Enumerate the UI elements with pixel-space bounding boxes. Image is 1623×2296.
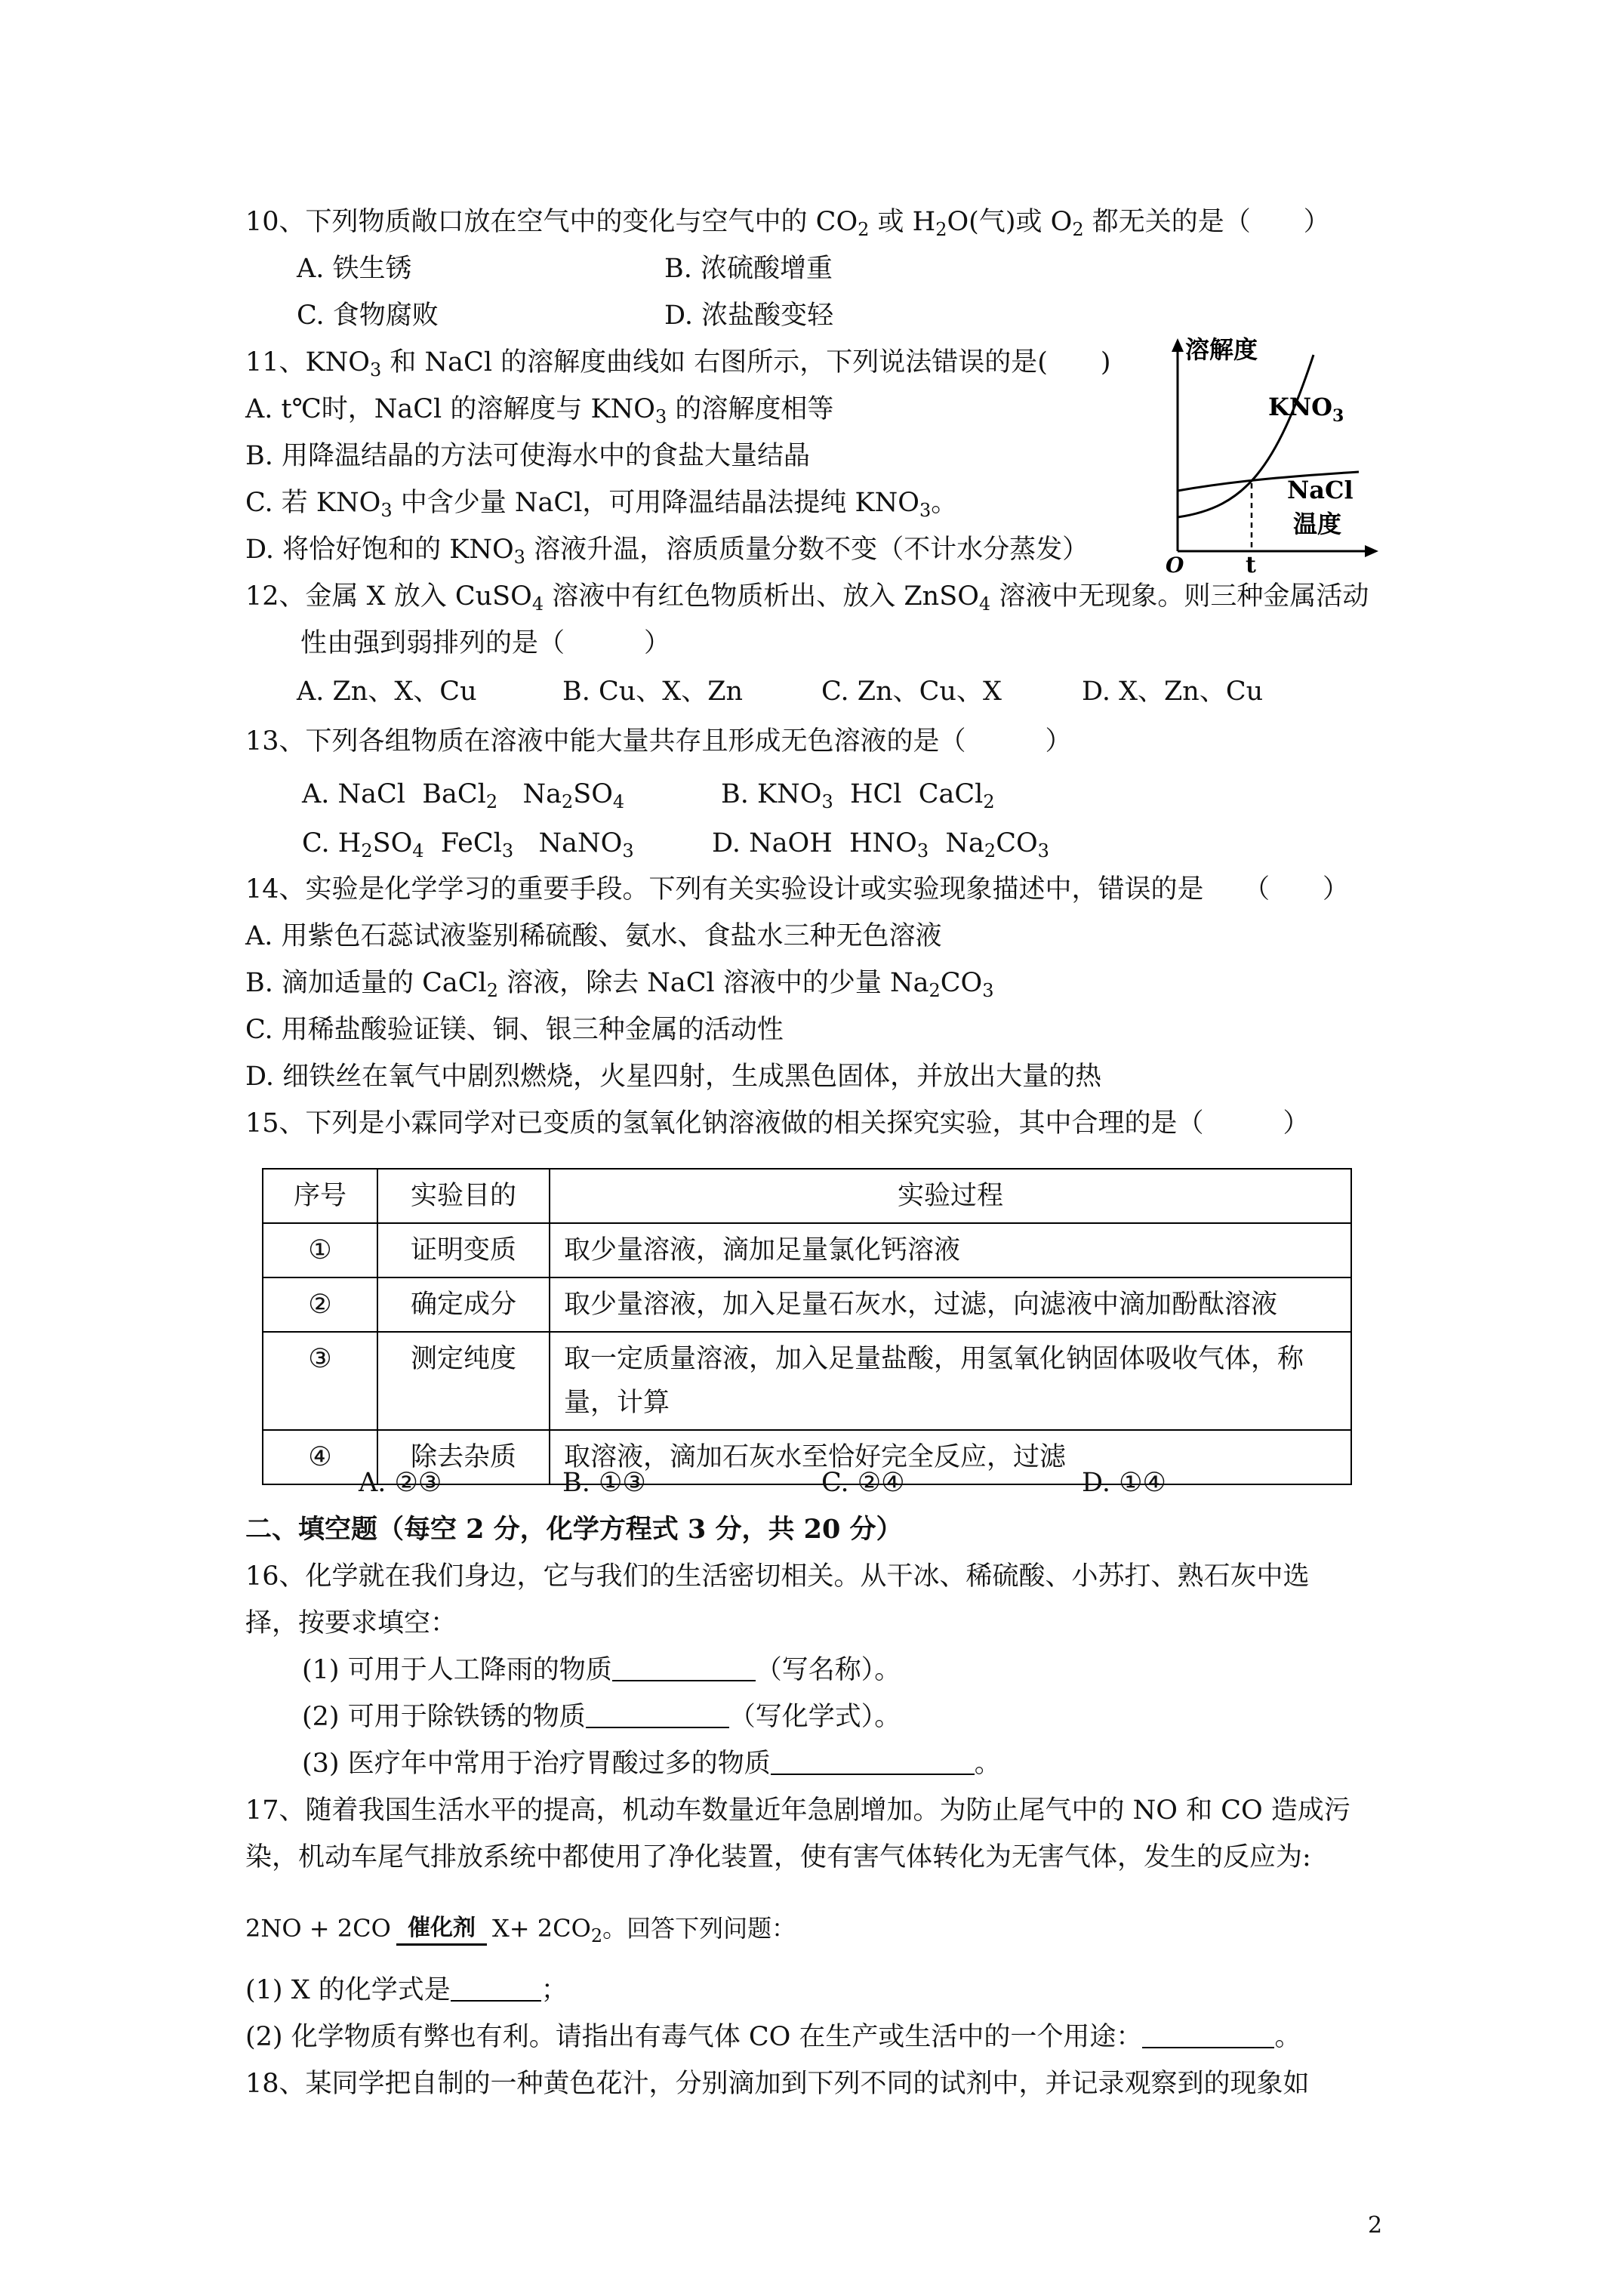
q16-part-text: （写名称）。 [755, 1655, 901, 1685]
kno3-label-text: KNO [1268, 393, 1332, 421]
subscript: 3 [380, 500, 393, 521]
answer-blank[interactable] [771, 1748, 975, 1775]
t-tick-label: t [1246, 552, 1256, 574]
q17-part-text: (1) X 的化学式是 [245, 1975, 451, 2005]
q10-option-b: B. 浓硫酸增重 [664, 254, 833, 284]
y-axis-arrow [1172, 338, 1184, 352]
q10-option-d: D. 浓盐酸变轻 [664, 300, 834, 331]
answer-blank[interactable] [451, 1974, 541, 2002]
q11-option-c-text: C. 若 KNO [245, 488, 381, 518]
q13-option-b [721, 778, 995, 811]
subscript: 3 [370, 359, 382, 381]
q11-option-a-text: 的溶解度相等 [667, 394, 834, 424]
table-header-cell: 实验目的 [377, 1169, 550, 1223]
q13-option-text: C. H [302, 828, 362, 858]
q14-stem: 14、实验是化学学习的重要手段。下列有关实验设计或实验现象描述中，错误的是 （ ） [245, 874, 1350, 905]
q17-equation-right [492, 1912, 796, 1945]
answer-blank[interactable] [1142, 2021, 1274, 2048]
q13-stem: 13、下列各组物质在溶液中能大量共存且形成无色溶液的是（ ） [245, 726, 1072, 757]
q17-part-1 [245, 1974, 568, 2007]
q10-option-c: C. 食物腐败 [297, 300, 439, 331]
subscript: 3 [919, 500, 932, 521]
q17-equation-text: 。回答下列问题： [602, 1914, 796, 1943]
q10-stem-text: O(气)或 O [947, 207, 1073, 237]
q16-part-1 [302, 1653, 901, 1687]
q12-stem-text: 溶液中有红色物质析出、放入 ZnSO [544, 581, 979, 612]
q15-option-c: C. ②④ [821, 1468, 905, 1498]
q17-part-text: ； [540, 1975, 568, 2005]
q10-stem [245, 205, 1330, 239]
q12-option-a: A. Zn、X、Cu [297, 676, 477, 707]
q14-option-b-text: CO [940, 968, 983, 998]
q15-stem: 15、下列是小霖同学对已变质的氢氧化钠溶液做的相关探究实验，其中合理的是（ ） [245, 1108, 1310, 1139]
q14-option-b-text: B. 滴加适量的 CaCl [245, 968, 487, 998]
table-cell: 取少量溶液，加入足量石灰水，过滤，向滤液中滴加酚酞溶液 [550, 1277, 1351, 1332]
q17-equation-text: X+ 2CO [492, 1914, 591, 1943]
q10-stem-text: 10、下列物质敞口放在空气中的变化与空气中的 CO [245, 207, 858, 237]
q13-option-c [302, 827, 634, 860]
q16-stem-line1: 16、化学就在我们身边，它与我们的生活密切相关。从干冰、稀硫酸、小苏打、熟石灰中选 [245, 1561, 1310, 1592]
table-cell: 取少量溶液，滴加足量氯化钙溶液 [550, 1223, 1351, 1277]
q12-stem-line2: 性由强到弱排列的是（ ） [300, 628, 671, 658]
q12-stem [245, 580, 1369, 613]
y-axis-label: 溶解度 [1185, 335, 1258, 364]
subscript: 4 [412, 840, 424, 861]
table-row [263, 1223, 1351, 1277]
q15-option-a: A. ②③ [359, 1468, 442, 1498]
table-cell: 确定成分 [377, 1277, 550, 1332]
q17-stem-line1: 17、随着我国生活水平的提高，机动车数量近年急剧增加。为防止尾气中的 NO 和 CO 造成污 [245, 1795, 1350, 1826]
q12-option-d: D. X、Zn、Cu [1082, 676, 1264, 707]
q16-part-text: (3) 医疗年中常用于治疗胃酸过多的物质 [302, 1749, 771, 1779]
subscript: 4 [978, 593, 991, 615]
q15-option-b: B. ①③ [562, 1468, 646, 1498]
q11-option-d-text: 溶液升温，溶质质量分数不变（不计水分蒸发） [525, 535, 1089, 565]
q11-option-c-text: 。 [931, 488, 958, 518]
subscript: 2 [361, 840, 373, 861]
subscript: 2 [858, 219, 870, 240]
subscript: 3 [501, 840, 514, 861]
subscript: 3 [916, 840, 929, 861]
q10-stem-text: 都无关的是（ ） [1083, 207, 1330, 237]
q11-stem-text: 11、KNO [245, 347, 371, 378]
q13-option-d [712, 827, 1049, 860]
table-cell: 证明变质 [377, 1223, 550, 1277]
subscript: 3 [622, 840, 634, 861]
subscript: 4 [612, 791, 625, 812]
q11-option-d-text: D. 将恰好饱和的 KNO [245, 535, 514, 565]
q11-stem-text: 和 NaCl 的溶解度曲线如 右图所示，下列说法错误的是( ) [381, 347, 1111, 378]
table-cell: 取溶液，滴加石灰水至恰好完全反应，过滤 [550, 1430, 1351, 1484]
q14-option-b [245, 966, 994, 1000]
x-axis-arrow [1365, 545, 1378, 557]
subscript: 3 [1332, 406, 1344, 426]
origin-label: O [1166, 553, 1184, 574]
table-row [263, 1332, 1351, 1430]
subscript: 2 [590, 1925, 603, 1946]
table-cell: ④ [263, 1430, 377, 1484]
nacl-label: NaCl [1287, 476, 1354, 504]
q15-option-d: D. ①④ [1082, 1468, 1166, 1498]
q11-option-c-text: 中含少量 NaCl，可用降温结晶法提纯 KNO [392, 488, 919, 518]
q13-option-text: NaNO [513, 828, 623, 858]
q14-option-d: D. 细铁丝在氧气中剧烈燃烧，火星四射，生成黑色固体，并放出大量的热 [245, 1062, 1102, 1092]
q12-option-c: C. Zn、Cu、X [821, 676, 1002, 707]
q16-part-2 [302, 1700, 901, 1734]
subscript: 4 [531, 593, 544, 615]
reaction-arrow [396, 1943, 487, 1946]
subscript: 3 [654, 406, 667, 427]
subscript: 2 [929, 980, 941, 1001]
q10-option-a: A. 铁生锈 [297, 254, 412, 284]
answer-blank[interactable] [612, 1654, 756, 1681]
subscript: 2 [984, 840, 996, 861]
q17-part-2 [245, 2020, 1301, 2054]
table-cell: ③ [263, 1332, 377, 1430]
subscript: 3 [1037, 840, 1049, 861]
q14-option-a: A. 用紫色石蕊试液鉴别稀硫酸、氨水、食盐水三种无色溶液 [245, 921, 942, 951]
q12-option-b: B. Cu、X、Zn [562, 676, 744, 707]
q17-stem-line2: 染，机动车尾气排放系统中都使用了净化装置，使有害气体转化为无害气体，发生的反应为: [245, 1842, 1311, 1872]
q16-part-3 [302, 1747, 1001, 1780]
q12-stem-text: 溶液中无现象。则三种金属活动 [990, 581, 1369, 612]
q18-stem-line1: 18、某同学把自制的一种黄色花汁，分别滴加到下列不同的试剂中，并记录观察到的现象如 [245, 2069, 1310, 2099]
kno3-label [1268, 393, 1344, 426]
q13-option-text: SO [573, 779, 613, 809]
q13-option-text: D. NaOH HNO [712, 828, 917, 858]
q13-option-text: FeCl [423, 828, 502, 858]
q13-option-text: B. KNO [721, 779, 822, 809]
q16-part-text: （写化学式）。 [728, 1702, 901, 1732]
table-header-cell: 序号 [263, 1169, 377, 1223]
subscript: 2 [485, 791, 498, 812]
q12-stem-text: 12、金属 X 放入 CuSO [245, 581, 532, 612]
q11-option-b: B. 用降温结晶的方法可使海水中的食盐大量结晶 [245, 441, 810, 471]
q17-equation-left: 2NO + 2CO [245, 1914, 391, 1943]
section-2-heading: 二、填空题（每空 2 分，化学方程式 3 分，共 20 分） [245, 1514, 903, 1545]
q13-option-text: HCl CaCl [833, 779, 984, 809]
q13-option-a [302, 778, 624, 811]
q16-part-text: (1) 可用于人工降雨的物质 [302, 1655, 612, 1685]
q13-option-text: Na [929, 828, 984, 858]
experiment-table [262, 1168, 1352, 1485]
table-header-cell: 实验过程 [550, 1169, 1351, 1223]
q11-option-a [245, 393, 833, 426]
subscript: 2 [935, 219, 947, 240]
table-header-row [263, 1169, 1351, 1223]
page-number: 2 [1368, 2212, 1383, 2239]
subscript: 3 [821, 791, 833, 812]
q13-option-text: A. NaCl BaCl [302, 779, 486, 809]
q16-stem-line2: 择，按要求填空： [245, 1608, 457, 1638]
q11-option-c [245, 486, 957, 519]
subscript: 3 [982, 980, 994, 1001]
q14-option-c: C. 用稀盐酸验证镁、铜、银三种金属的活动性 [245, 1015, 784, 1045]
subscript: 2 [983, 791, 995, 812]
q17-part-text: 。 [1274, 2022, 1301, 2052]
table-cell: ① [263, 1223, 377, 1277]
table-cell: 测定纯度 [377, 1332, 550, 1430]
subscript: 2 [1072, 219, 1084, 240]
q16-part-text: 。 [974, 1749, 1001, 1779]
subscript: 2 [486, 980, 498, 1001]
subscript: 3 [513, 547, 525, 568]
table-cell: 取一定质量溶液，加入足量盐酸，用氢氧化钠固体吸收气体，称量，计算 [550, 1332, 1351, 1430]
solubility-graph [1155, 332, 1381, 574]
q11-option-a-text: A. t℃时，NaCl 的溶解度与 KNO [245, 394, 655, 424]
q10-stem-text: 或 H [869, 207, 936, 237]
q13-option-text: SO [372, 828, 413, 858]
q13-option-text: CO [996, 828, 1038, 858]
table-cell: 除去杂质 [377, 1430, 550, 1484]
q17-part-text: (2) 化学物质有弊也有利。请指出有毒气体 CO 在生产或生活中的一个用途： [245, 2022, 1143, 2052]
answer-blank[interactable] [586, 1701, 729, 1728]
x-axis-label: 温度 [1293, 510, 1342, 538]
q14-option-b-text: 溶液，除去 NaCl 溶液中的少量 Na [498, 968, 929, 998]
q11-option-d [245, 533, 1089, 566]
subscript: 2 [561, 791, 574, 812]
q11-stem [245, 346, 1111, 379]
q16-part-text: (2) 可用于除铁锈的物质 [302, 1702, 586, 1732]
table-cell: ② [263, 1277, 377, 1332]
q13-option-text: Na [497, 779, 562, 809]
table-row [263, 1277, 1351, 1332]
catalyst-label: 催化剂 [408, 1915, 476, 1941]
